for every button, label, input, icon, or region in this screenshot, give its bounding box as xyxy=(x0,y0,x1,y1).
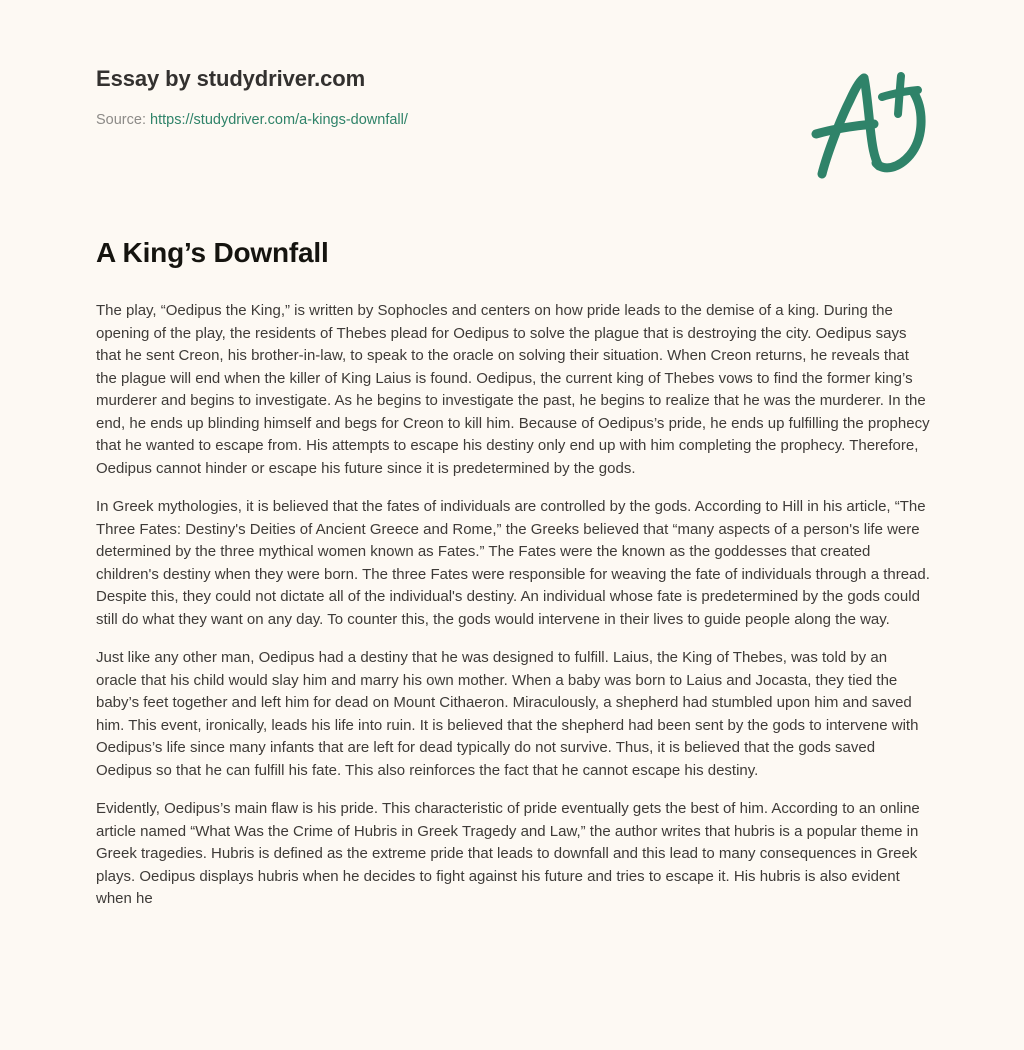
article-body xyxy=(96,300,932,911)
page-header xyxy=(0,0,1024,200)
paragraph: In Greek mythologies, it is believed that the fates of individuals are controlled by the gods. According to Hill in his article, “The Three Fates: Destiny's Deities of Ancient Greece and Rome,” the Greeks believed that “many aspects of a person's life were determined by the three mythical women known as Fates.” The Fates were the known as the goddesses that created children's destiny when they were born. The three Fates were responsible for weaving the fate of individuals through a thread. Despite this, they could not dictate all of the individual's destiny. An individual whose fate is predetermined by the gods could still do what they want on any day. To counter this, the gods would intervene in their lives to guide people along the way. xyxy=(96,498,930,628)
a-plus-logo-icon xyxy=(800,62,940,187)
source-line xyxy=(96,110,408,130)
source-url-link[interactable]: https://studydriver.com/a-kings-downfall/ xyxy=(150,112,408,128)
header-text-block xyxy=(96,64,408,130)
source-label: Source: xyxy=(96,112,146,128)
paragraph: Just like any other man, Oedipus had a destiny that he was designed to fulfill. Laius, the King of Thebes, was told by an oracle that his child would slay him and marry his own mother. When a baby was born to Laius and Jocasta, they tied the baby’s feet together and left him for dead on Mount Cithaeron. Miraculously, a shepherd had stumbled upon him and saved him. This event, ironically, leads his life into ruin. It is believed that the shepherd had been sent by the gods to intervene with Oedipus’s life since many infants that are left for dead typically do not survive. Thus, it is believed that the gods saved Oedipus so that he can fulfill his fate. This also reinforces the fact that he cannot escape his destiny. xyxy=(96,649,919,779)
page-title: A King’s Downfall xyxy=(96,237,329,268)
studydriver-logo[interactable] xyxy=(800,62,940,187)
article xyxy=(96,236,932,911)
paragraph: Evidently, Oedipus’s main flaw is his pride. This characteristic of pride eventually gets the best of him. According to an online article named “What Was the Crime of Hubris in Greek Tragedy and Law,” the author writes that hubris is a popular theme in Greek tragedies. Hubris is defined as the extreme pride that leads to downfall and this lead to many consequences in Greek plays. Oedipus displays hubris when he decides to fight against his future and tries to escape it. His hubris is also evident when he xyxy=(96,800,920,907)
paragraph: The play, “Oedipus the King,” is written by Sophocles and centers on how pride leads to the demise of a king. During the opening of the play, the residents of Thebes plead for Oedipus to solve the plague that is destroying the city. Oedipus says that he sent Creon, his brother-in-law, to speak to the oracle on solving their situation. When Creon returns, he reveals that the plague will end when the killer of King Laius is found. Oedipus, the current king of Thebes vows to find the former king’s murderer and begins to investigate. As he begins to investigate the past, he begins to realize that he was the murderer. In the end, he ends up blinding himself and begs for Creon to kill him. Because of Oedipus’s pride, he ends up fulfilling the prophecy that he wanted to escape from. His attempts to escape his destiny only end up with him completing the prophecy. Therefore, Oedipus cannot hinder or escape his future since it is predetermined by the gods. xyxy=(96,302,930,477)
site-attribution-title: Essay by studydriver.com xyxy=(96,66,366,91)
